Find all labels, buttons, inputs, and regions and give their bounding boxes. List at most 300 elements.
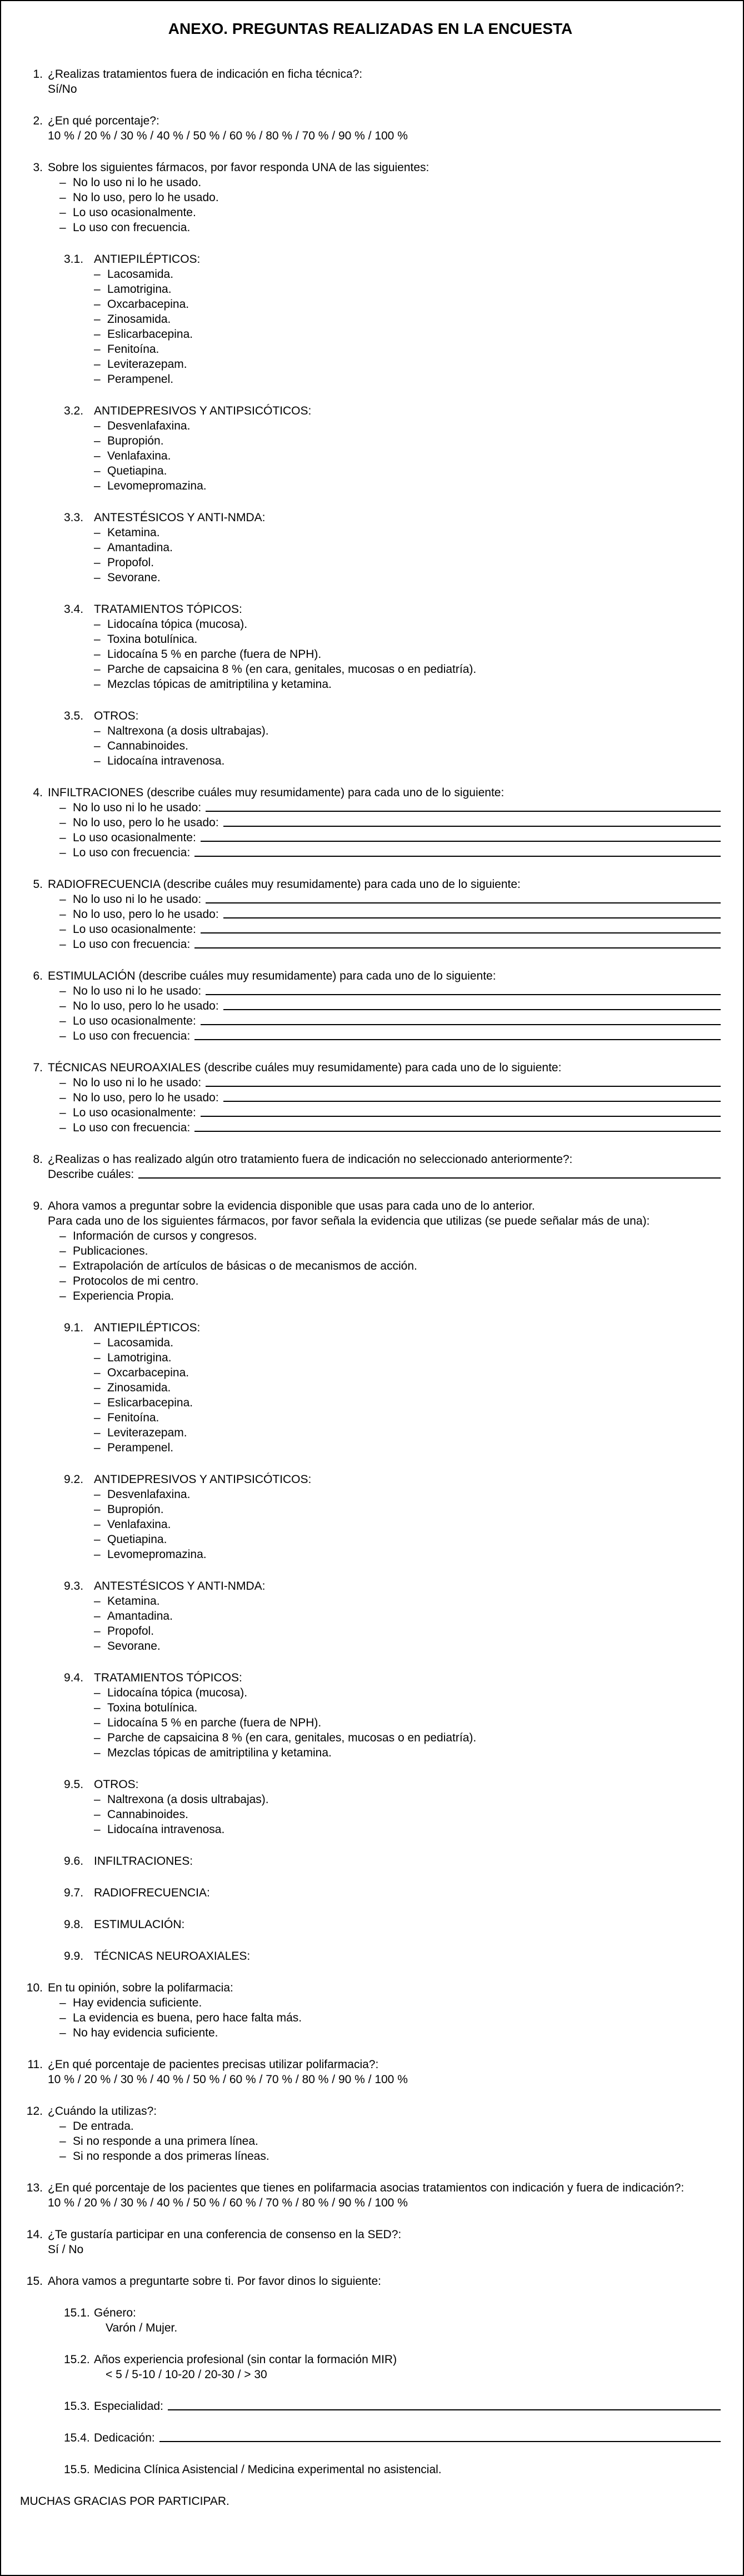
bullet-dash: –	[59, 1290, 66, 1302]
subsection-title: Años experiencia profesional (sin contar la formación MIR)	[94, 2353, 397, 2366]
list-item	[94, 1335, 721, 1350]
list-item	[94, 1487, 721, 1502]
bullet-item-text: Publicaciones.	[73, 1245, 148, 1257]
bullet-fill-item	[59, 830, 721, 845]
bullet-item	[59, 220, 721, 235]
subsection-title: ANTIEPILÉPTICOS:	[94, 253, 201, 266]
bullet-dash: –	[94, 420, 101, 432]
list-item	[94, 478, 721, 493]
fill-blank-line	[206, 1075, 721, 1087]
bullet-dash: –	[94, 648, 101, 661]
fill-label: No lo uso, pero lo he usado:	[73, 1091, 219, 1104]
question-text: En tu opinión, sobre la polifarmacia:	[48, 1981, 233, 1994]
fill-blank-line	[223, 999, 721, 1010]
fill-line-row	[48, 1167, 721, 1182]
fill-blank-line	[206, 984, 721, 995]
question-section	[20, 2057, 721, 2087]
bullet-dash: –	[94, 1746, 101, 1759]
bullet-dash: –	[94, 450, 101, 462]
question-text: TÉCNICAS NEUROAXIALES (describe cuáles muy resumidamente) para cada uno de lo siguiente:	[48, 1061, 562, 1074]
list-item-text: Leviterazepam.	[107, 358, 187, 371]
subsection-title: ANTESTÉSICOS Y ANTI-NMDA:	[94, 511, 266, 524]
bullet-item-text: Si no responde a una primera línea.	[73, 2135, 258, 2148]
question-number: 11.	[27, 2058, 43, 2071]
answer-options-line: Sí / No	[48, 2243, 84, 2256]
question-number: 15.	[26, 2275, 43, 2288]
question-number: 14.	[26, 2228, 43, 2241]
list-item	[94, 297, 721, 312]
bullet-dash: –	[59, 191, 66, 204]
fill-blank-line	[201, 922, 721, 933]
list-item	[94, 1822, 721, 1837]
subsection-number: 9.9.	[64, 1950, 84, 1963]
question-section	[20, 969, 721, 1044]
list-item-text: Lidocaína intravenosa.	[107, 755, 225, 767]
list-item-text: Sevorane.	[107, 571, 161, 584]
list-item	[94, 617, 721, 632]
answer-options-line: 10 % / 20 % / 30 % / 40 % / 50 % / 60 % / 70 % / 80 % / 90 % / 100 %	[48, 2073, 408, 2086]
list-item-text: Lidocaína tópica (mucosa).	[107, 618, 248, 631]
bullet-item	[59, 2025, 721, 2040]
subsection	[20, 1579, 721, 1654]
fill-blank-line	[201, 1014, 721, 1025]
list-item-text: Cannabinoides.	[107, 1808, 188, 1821]
bullet-dash: –	[94, 1533, 101, 1546]
list-item-text: Lamotrigina.	[107, 283, 172, 296]
question-section	[20, 785, 721, 860]
subsection	[20, 1917, 721, 1932]
question-section	[20, 2180, 721, 2210]
question-text: ¿Cuándo la utilizas?:	[48, 2105, 157, 2118]
subsection	[20, 1949, 721, 1964]
list-item-text: Sevorane.	[107, 1640, 161, 1653]
list-item	[94, 418, 721, 433]
subsection-title: TRATAMIENTOS TÓPICOS:	[94, 1671, 242, 1684]
list-item	[94, 312, 721, 327]
subsection-number: 9.1.	[64, 1321, 84, 1334]
list-item	[94, 1517, 721, 1532]
question-number: 13.	[26, 2181, 43, 2194]
subsection	[20, 403, 721, 493]
bullet-dash: –	[94, 1426, 101, 1439]
question-number: 4.	[33, 786, 43, 799]
bullet-fill-item	[59, 815, 721, 830]
question-section	[20, 1152, 721, 1182]
list-item	[94, 1745, 721, 1760]
bullet-dash: –	[94, 1595, 101, 1607]
bullet-fill-item	[59, 907, 721, 922]
subsection-number: 9.4.	[64, 1671, 84, 1684]
bullet-fill-item	[59, 1029, 721, 1044]
bullet-item	[59, 1229, 721, 1244]
bullet-dash: –	[94, 1503, 101, 1516]
bullet-fill-item	[59, 999, 721, 1014]
fill-blank-line	[168, 2399, 721, 2410]
question-number: 10.	[26, 1981, 43, 1994]
bullet-dash: –	[94, 618, 101, 631]
bullet-item	[59, 205, 721, 220]
list-item-text: Desvenlafaxina.	[107, 420, 191, 432]
bullet-dash: –	[59, 1106, 66, 1119]
list-item	[94, 357, 721, 372]
list-item	[94, 1807, 721, 1822]
subsection-number: 9.5.	[64, 1778, 84, 1791]
list-item-text: Mezclas tópicas de amitriptilina y ketamina.	[107, 678, 332, 691]
list-item-text: Lamotrigina.	[107, 1351, 172, 1364]
fill-label: Describe cuáles:	[48, 1168, 134, 1181]
fill-label: No lo uso ni lo he usado:	[73, 801, 202, 814]
question-text: Ahora vamos a preguntar sobre la evidencia disponible que usas para cada uno de lo anterior.	[48, 1200, 535, 1212]
bullet-fill-item	[59, 922, 721, 937]
bullet-dash: –	[94, 268, 101, 281]
question-number: 5.	[33, 878, 43, 891]
question-section	[20, 2104, 721, 2164]
list-item-text: Propofol.	[107, 556, 154, 569]
answer-options-line: 10 % / 20 % / 30 % / 40 % / 50 % / 60 % / 70 % / 80 % / 90 % / 100 %	[48, 2196, 408, 2209]
question-text: ¿Te gustaría participar en una conferencia de consenso en la SED?:	[48, 2228, 402, 2241]
list-item-text: Cannabinoides.	[107, 740, 188, 752]
bullet-dash: –	[94, 1396, 101, 1409]
bullet-dash: –	[94, 571, 101, 584]
list-item	[94, 662, 721, 677]
fill-label: No lo uso ni lo he usado:	[73, 893, 202, 906]
bullet-fill-item	[59, 984, 721, 999]
fill-blank-line	[223, 1090, 721, 1102]
bullet-item-text: Información de cursos y congresos.	[73, 1230, 257, 1242]
subsection-title: ANTIEPILÉPTICOS:	[94, 1321, 201, 1334]
fill-label: Lo uso con frecuencia:	[73, 846, 191, 859]
list-item	[94, 738, 721, 753]
list-item	[94, 1715, 721, 1730]
list-item-text: Levomepromazina.	[107, 1548, 207, 1561]
list-item-text: Venlafaxina.	[107, 1518, 171, 1531]
question-text-continued: Para cada uno de los siguientes fármacos, por favor señala la evidencia que utilizas (se puede señalar más de una):	[48, 1215, 650, 1227]
question-number: 6.	[33, 970, 43, 982]
bullet-dash: –	[59, 1121, 66, 1134]
bullet-dash: –	[59, 176, 66, 189]
subsection-number: 15.3.	[64, 2400, 90, 2413]
list-item-text: Ketamina.	[107, 1595, 160, 1607]
answer-options-line: Sí/No	[48, 83, 77, 96]
fill-blank-line	[194, 1029, 721, 1040]
subsection-title: Especialidad:	[94, 2400, 163, 2413]
question-number: 8.	[33, 1153, 43, 1166]
footer-note: MUCHAS GRACIAS POR PARTICIPAR.	[20, 2495, 229, 2508]
fill-label: Lo uso ocasionalmente:	[73, 1015, 196, 1027]
bullet-dash: –	[94, 373, 101, 386]
question-section	[20, 1060, 721, 1135]
subsection-number: 3.4.	[64, 603, 84, 616]
list-item	[94, 327, 721, 342]
bullet-dash: –	[59, 1275, 66, 1287]
list-item-text: Parche de capsaicina 8 % (en cara, genitales, mucosas o en pediatría).	[107, 663, 477, 676]
subsection-number: 15.5.	[64, 2463, 90, 2476]
bullet-dash: –	[59, 1230, 66, 1242]
bullet-dash: –	[59, 893, 66, 906]
list-item-text: Eslicarbacepina.	[107, 1396, 193, 1409]
bullet-dash: –	[94, 725, 101, 737]
list-item-text: Leviterazepam.	[107, 1426, 187, 1439]
list-item	[94, 1395, 721, 1410]
subsection-title: ESTIMULACIÓN:	[94, 1918, 185, 1931]
list-item-text: Levomepromazina.	[107, 480, 207, 492]
question-number: 9.	[33, 1200, 43, 1212]
subsection-number: 3.3.	[64, 511, 84, 524]
list-item-text: Toxina botulínica.	[107, 633, 198, 646]
subsection	[20, 1320, 721, 1455]
fill-blank-line	[159, 2430, 721, 2442]
list-item	[94, 1532, 721, 1547]
fill-blank-line	[206, 892, 721, 903]
list-item-text: Bupropión.	[107, 435, 164, 447]
fill-blank-line	[194, 1120, 721, 1132]
list-item	[94, 647, 721, 662]
list-item	[94, 1502, 721, 1517]
bullet-item-text: Extrapolación de artículos de básicas o de mecanismos de acción.	[73, 1260, 417, 1272]
subsection-title: OTROS:	[94, 710, 139, 722]
list-item-text: Fenitoína.	[107, 1411, 159, 1424]
bullet-item	[59, 1244, 721, 1259]
list-item	[94, 1792, 721, 1807]
subsection	[20, 2462, 721, 2477]
bullet-fill-item	[59, 937, 721, 952]
list-item-text: Mezclas tópicas de amitriptilina y ketamina.	[107, 1746, 332, 1759]
bullet-item-text: Lo uso con frecuencia.	[73, 221, 191, 234]
bullet-dash: –	[94, 298, 101, 311]
bullet-dash: –	[94, 1441, 101, 1454]
bullet-dash: –	[94, 1625, 101, 1638]
question-section	[20, 160, 721, 235]
subsection	[20, 2305, 721, 2335]
bullet-fill-item	[59, 800, 721, 815]
bullet-item	[59, 2149, 721, 2164]
bullet-dash: –	[94, 465, 101, 477]
bullet-dash: –	[94, 435, 101, 447]
fill-blank-line	[194, 937, 721, 948]
list-item	[94, 1410, 721, 1425]
page-title: ANEXO. PREGUNTAS REALIZADAS EN LA ENCUESTA	[168, 20, 573, 37]
bullet-item	[59, 2134, 721, 2149]
subsection-number: 15.1.	[64, 2307, 90, 2319]
bullet-dash: –	[59, 1245, 66, 1257]
fill-blank-line	[206, 800, 721, 812]
subsection-title: INFILTRACIONES:	[94, 1855, 193, 1868]
bullet-dash: –	[59, 2135, 66, 2148]
subsection	[20, 1670, 721, 1760]
list-item	[94, 1350, 721, 1365]
bullet-item	[59, 2010, 721, 2025]
list-item	[94, 1700, 721, 1715]
bullet-dash: –	[94, 1336, 101, 1349]
subsection	[20, 1472, 721, 1562]
subsection	[20, 252, 721, 387]
bullet-dash: –	[94, 1381, 101, 1394]
list-item	[94, 1609, 721, 1624]
list-item	[94, 342, 721, 357]
fill-label: No lo uso, pero lo he usado:	[73, 1000, 219, 1012]
list-item	[94, 1594, 721, 1609]
list-item	[94, 525, 721, 540]
subsection-number: 9.3.	[64, 1580, 84, 1592]
bullet-dash: –	[59, 2026, 66, 2039]
fill-line-row	[94, 2430, 721, 2445]
list-item	[94, 372, 721, 387]
question-number: 7.	[33, 1061, 43, 1074]
bullet-dash: –	[59, 1996, 66, 2009]
subsection-title: Dedicación:	[94, 2432, 155, 2444]
bullet-item	[59, 175, 721, 190]
bullet-dash: –	[94, 755, 101, 767]
list-item-text: Perampenel.	[107, 1441, 174, 1454]
list-item-text: Lidocaína 5 % en parche (fuera de NPH).	[107, 648, 322, 661]
subsection-title: ANTIDEPRESIVOS Y ANTIPSICÓTICOS:	[94, 1473, 312, 1486]
bullet-dash: –	[94, 678, 101, 691]
bullet-dash: –	[59, 985, 66, 997]
fill-blank-line	[194, 845, 721, 857]
list-item-text: Bupropión.	[107, 1503, 164, 1516]
bullet-dash: –	[94, 343, 101, 356]
answer-options-line: < 5 / 5-10 / 10-20 / 20-30 / > 30	[106, 2368, 267, 2381]
list-item	[94, 1380, 721, 1395]
list-item	[94, 753, 721, 768]
list-item	[94, 632, 721, 647]
bullet-dash: –	[94, 1716, 101, 1729]
question-section	[20, 1199, 721, 1304]
list-item	[94, 282, 721, 297]
list-item	[94, 433, 721, 448]
bullet-dash: –	[59, 831, 66, 844]
fill-label: No lo uso ni lo he usado:	[73, 1076, 202, 1089]
question-text: Sobre los siguientes fármacos, por favor responda UNA de las siguientes:	[48, 161, 430, 174]
bullet-fill-item	[59, 1120, 721, 1135]
bullet-dash: –	[94, 1808, 101, 1821]
bullet-dash: –	[59, 846, 66, 859]
list-item-text: Lacosamida.	[107, 268, 174, 281]
list-item	[94, 463, 721, 478]
subsection-title: ANTESTÉSICOS Y ANTI-NMDA:	[94, 1580, 266, 1592]
bullet-dash: –	[94, 633, 101, 646]
question-number: 2.	[33, 114, 43, 127]
question-text: ¿En qué porcentaje de los pacientes que tienes en polifarmacia asocias tratamientos con indicación y fuera de indicación?:	[48, 2181, 685, 2194]
list-item-text: Oxcarbacepina.	[107, 1366, 189, 1379]
question-section	[20, 2227, 721, 2257]
bullet-dash: –	[94, 1366, 101, 1379]
subsection	[20, 2399, 721, 2414]
bullet-item-text: No lo uso ni lo he usado.	[73, 176, 202, 189]
bullet-dash: –	[94, 1548, 101, 1561]
list-item-text: Amantadina.	[107, 1610, 173, 1623]
subsection	[20, 2352, 721, 2382]
fill-label: Lo uso con frecuencia:	[73, 938, 191, 951]
bullet-dash: –	[94, 1640, 101, 1653]
bullet-item-text: Protocolos de mi centro.	[73, 1275, 199, 1287]
bullet-fill-item	[59, 845, 721, 860]
bullet-dash: –	[94, 740, 101, 752]
question-text: ¿En qué porcentaje?:	[48, 114, 159, 127]
list-item-text: Parche de capsaicina 8 % (en cara, genitales, mucosas o en pediatría).	[107, 1731, 477, 1744]
fill-line-row	[94, 2399, 721, 2414]
bullet-item	[59, 1259, 721, 1274]
question-text: INFILTRACIONES (describe cuáles muy resumidamente) para cada uno de lo siguiente:	[48, 786, 505, 799]
subsection-number: 3.5.	[64, 710, 84, 722]
subsection	[20, 510, 721, 585]
list-item-text: Ketamina.	[107, 526, 160, 539]
bullet-dash: –	[59, 908, 66, 921]
subsection-title: Medicina Clínica Asistencial / Medicina experimental no asistencial.	[94, 2463, 442, 2476]
bullet-dash: –	[94, 1351, 101, 1364]
bullet-dash: –	[94, 526, 101, 539]
subsection-title: RADIOFRECUENCIA:	[94, 1886, 210, 1899]
bullet-dash: –	[59, 1260, 66, 1272]
fill-label: No lo uso, pero lo he usado:	[73, 816, 219, 829]
bullet-dash: –	[59, 801, 66, 814]
bullet-item	[59, 1995, 721, 2010]
subsection-number: 9.7.	[64, 1886, 84, 1899]
subsection-number: 9.8.	[64, 1918, 84, 1931]
bullet-dash: –	[59, 1030, 66, 1042]
list-item-text: Perampenel.	[107, 373, 174, 386]
list-item	[94, 1730, 721, 1745]
bullet-dash: –	[94, 663, 101, 676]
bullet-dash: –	[59, 1091, 66, 1104]
fill-label: No lo uso ni lo he usado:	[73, 985, 202, 997]
bullet-dash: –	[94, 1518, 101, 1531]
bullet-dash: –	[59, 1000, 66, 1012]
subsection	[20, 1885, 721, 1900]
list-item	[94, 1365, 721, 1380]
bullet-dash: –	[94, 283, 101, 296]
list-item-text: Desvenlafaxina.	[107, 1488, 191, 1501]
list-item	[94, 448, 721, 463]
list-item	[94, 267, 721, 282]
list-item-text: Fenitoína.	[107, 343, 159, 356]
question-text: ESTIMULACIÓN (describe cuáles muy resumidamente) para cada uno de lo siguiente:	[48, 970, 496, 982]
bullet-dash: –	[94, 1411, 101, 1424]
fill-blank-line	[223, 907, 721, 918]
list-item-text: Venlafaxina.	[107, 450, 171, 462]
bullet-item	[59, 2119, 721, 2134]
answer-options-line: Varón / Mujer.	[106, 2322, 178, 2334]
subsection-number: 15.4.	[64, 2432, 90, 2444]
bullet-dash: –	[59, 1015, 66, 1027]
subsection-title: TÉCNICAS NEUROAXIALES:	[94, 1950, 251, 1963]
list-item	[94, 1547, 721, 1562]
bullet-dash: –	[94, 541, 101, 554]
question-section	[20, 113, 721, 143]
question-text: Ahora vamos a preguntarte sobre ti. Por favor dinos lo siguiente:	[48, 2275, 381, 2288]
bullet-dash: –	[94, 480, 101, 492]
subsection-title: Género:	[94, 2307, 136, 2319]
bullet-dash: –	[59, 206, 66, 219]
subsection-title: ANTIDEPRESIVOS Y ANTIPSICÓTICOS:	[94, 405, 312, 417]
bullet-item-text: No lo uso, pero lo he usado.	[73, 191, 219, 204]
answer-options-line: 10 % / 20 % / 30 % / 40 % / 50 % / 60 % / 80 % / 70 % / 90 % / 100 %	[48, 129, 408, 142]
bullet-dash: –	[94, 1686, 101, 1699]
list-item	[94, 723, 721, 738]
bullet-dash: –	[94, 313, 101, 326]
list-item	[94, 677, 721, 692]
list-item	[94, 1639, 721, 1654]
subsection	[20, 602, 721, 692]
list-item-text: Toxina botulínica.	[107, 1701, 198, 1714]
question-section	[20, 877, 721, 952]
bullet-item-text: Experiencia Propia.	[73, 1290, 174, 1302]
bullet-item-text: La evidencia es buena, pero hace falta más.	[73, 2011, 302, 2024]
bullet-dash: –	[94, 358, 101, 371]
question-section	[20, 2274, 721, 2289]
subsection-number: 3.2.	[64, 405, 84, 417]
bullet-item-text: Lo uso ocasionalmente.	[73, 206, 196, 219]
